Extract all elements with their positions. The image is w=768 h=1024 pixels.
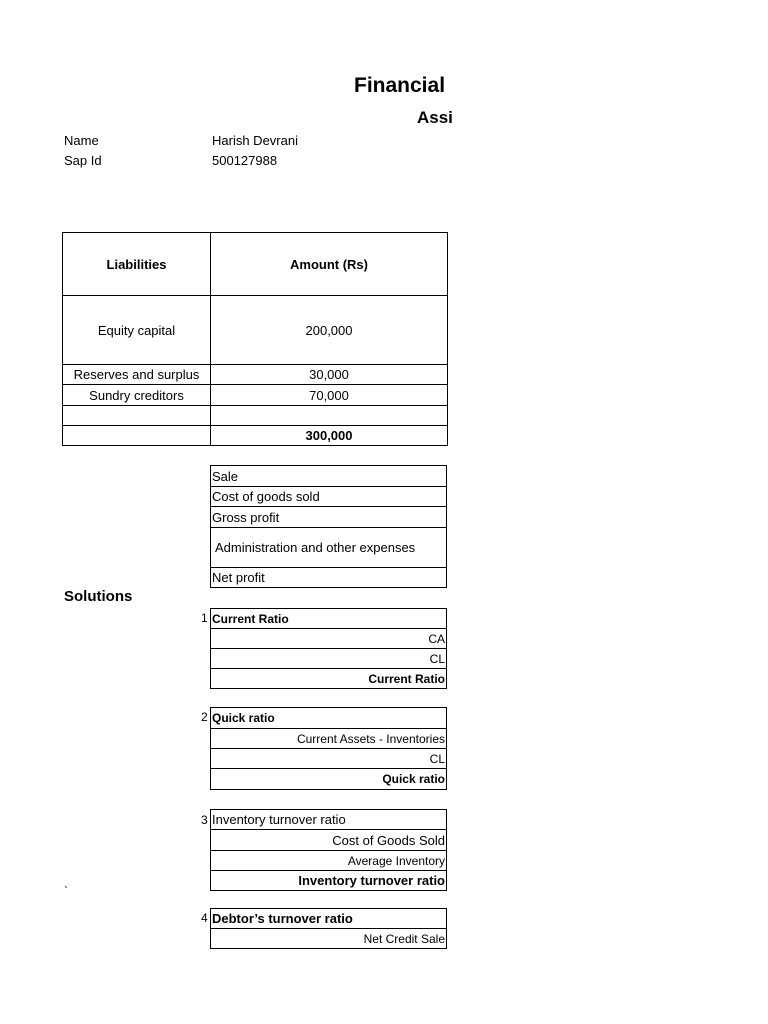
liability-amount: 30,000 [211,365,448,385]
solution-table-debtors-turnover [210,908,447,949]
liability-amount: 200,000 [211,296,448,365]
table-row [63,385,448,406]
name-label: Name [64,133,99,148]
solution-row: CA [211,629,447,649]
solution-result: Current Ratio [211,669,447,689]
table-header-row [63,233,448,296]
table-row [211,528,447,568]
liabilities-header: Liabilities [63,233,211,296]
name-value: Harish Devrani [212,133,298,148]
income-item: Sale [211,466,447,487]
solution-row: CL [211,749,447,769]
table-row [63,296,448,365]
table-row [63,365,448,385]
solution-number: 4 [201,911,208,925]
table-row [211,507,447,528]
solution-result: Quick ratio [211,769,447,790]
solution-number: 1 [201,611,208,625]
liability-total: 300,000 [211,426,448,446]
liabilities-table [62,232,448,446]
income-item: Administration and other expenses [211,528,447,568]
sapid-value: 500127988 [212,153,278,168]
sapid-label: Sap Id [64,153,102,168]
solution-number: 3 [201,813,208,827]
income-item: Net profit [211,568,447,588]
solution-title: Debtor’s turnover ratio [211,909,447,929]
income-table [210,465,447,588]
income-item: Cost of goods sold [211,487,447,507]
table-row [211,466,447,487]
table-row [211,487,447,507]
liability-label [63,426,211,446]
solution-row: Net Credit Sale [211,929,447,949]
solution-table-inventory-turnover [210,809,447,891]
income-item: Gross profit [211,507,447,528]
table-row [211,568,447,588]
liability-label: Reserves and surplus [63,365,211,385]
solution-table-quick-ratio [210,707,447,790]
solution-title: Current Ratio [211,609,447,629]
table-row [63,406,448,426]
solution-row: Current Assets - Inventories [211,729,447,749]
liability-amount [211,406,448,426]
liability-amount: 70,000 [211,385,448,406]
solution-row: Cost of Goods Sold [211,830,447,851]
amount-header: Amount (Rs) [211,233,448,296]
table-total-row [63,426,448,446]
solution-title: Quick ratio [211,708,447,729]
liability-label [63,406,211,426]
solution-row: Average Inventory [211,851,447,871]
solutions-heading: Solutions [64,588,133,605]
solution-number: 2 [201,710,208,724]
stray-mark: ` [64,884,68,898]
page-title: Financial [354,74,446,97]
solution-row: CL [211,649,447,669]
liability-label: Equity capital [63,296,211,365]
liability-label: Sundry creditors [63,385,211,406]
solution-result: Inventory turnover ratio [211,871,447,891]
page-subtitle: Assi [417,108,453,127]
solution-title: Inventory turnover ratio [211,810,447,830]
solution-table-current-ratio [210,608,447,689]
